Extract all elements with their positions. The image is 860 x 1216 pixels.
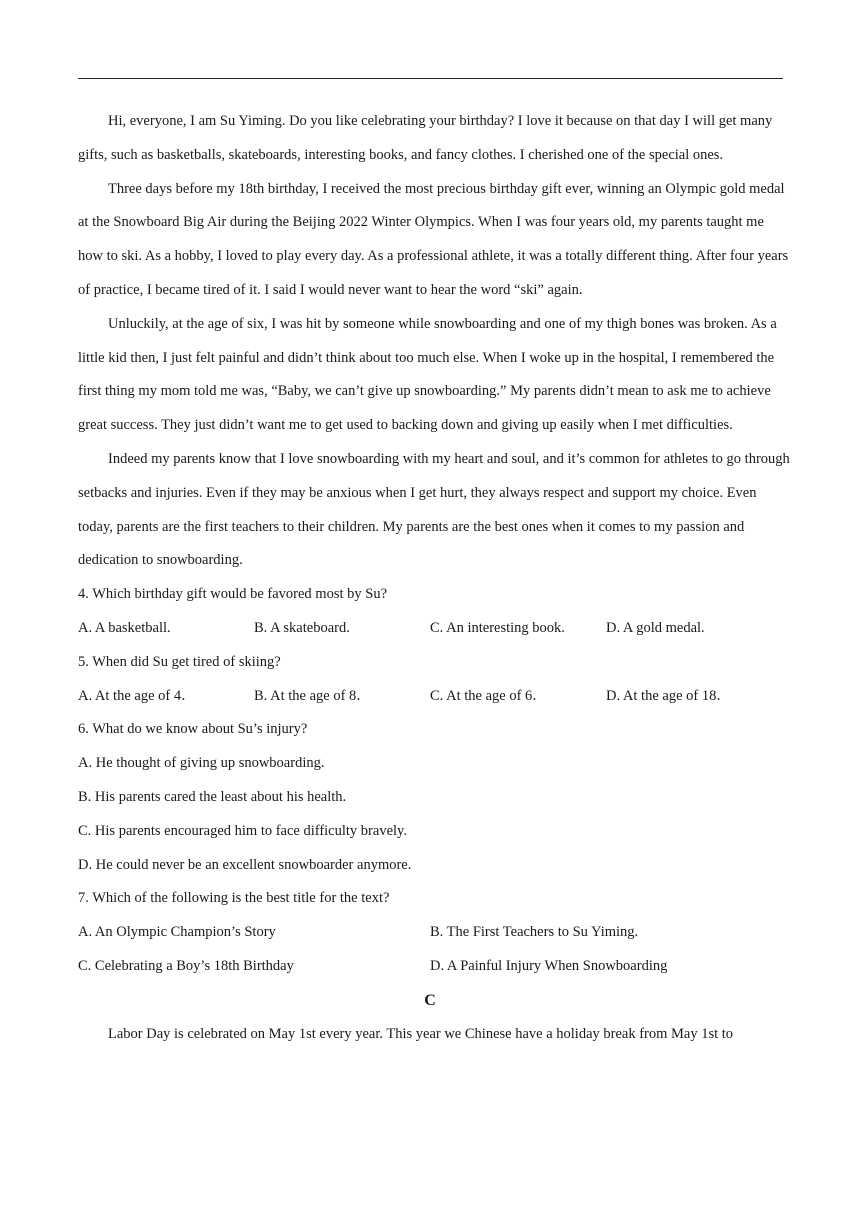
question-6-option-d: D. He could never be an excellent snowboarder anymore. <box>78 856 412 873</box>
passage-paragraph-2: Three days before my 18th birthday, I received the most precious birthday gift ever, winning an Olympic gold medal at the Snowboard Big Air during the Beijing 2022 Winter Olympics. When I was four years old, my parents taught me how to ski. As a hobby, I loved to play every day. As a professional athlete, it was a totally different thing. After four years of practice, I became tired of it. I said I would never want to hear the word “ski” again. <box>78 180 789 298</box>
question-5-option-c: C. At the age of 6． <box>430 687 547 704</box>
question-7-options-row-1 <box>78 916 790 950</box>
section-c-heading: C <box>424 991 436 1009</box>
question-6-stem: 6. What do we know about Su’s injury? <box>78 721 308 738</box>
question-7-option-d: D. A Painful Injury When Snowboarding <box>430 957 668 974</box>
question-7-stem: 7. Which of the following is the best title for the text? <box>78 890 390 907</box>
question-5-options <box>78 680 790 714</box>
question-5-stem: 5. When did Su get tired of skiing? <box>78 653 281 670</box>
question-6-option-b: B. His parents cared the least about his health. <box>78 788 347 805</box>
passage-paragraph-3: Unluckily, at the age of six, I was hit by someone while snowboarding and one of my thigh bones was broken. As a little kid then, I just felt painful and didn’t think about too much else. When I woke up in the hospital, I remembered the first thing my mom told me was, “Baby, we can’t give up snowboarding.” My parents didn’t mean to ask me to achieve great success. They just didn’t want me to get used to backing down and giving up easily when I met difficulties. <box>78 315 777 434</box>
document-body <box>78 105 790 1051</box>
passage-paragraph-1: Hi, everyone, I am Su Yiming. Do you like celebrating your birthday? I love it because on that day I will get many gifts, such as basketballs, skateboards, interesting books, and fancy clothes. I cherished one of the special ones. <box>78 113 773 163</box>
question-4-option-d: D. A gold medal. <box>606 619 705 636</box>
section-c-opening-line: Labor Day is celebrated on May 1st every year. This year we Chinese have a holiday break from May 1st to <box>108 1025 734 1042</box>
question-5-option-a: A. At the age of 4． <box>78 687 196 704</box>
question-7-options-row-2 <box>78 950 790 984</box>
question-6-option-c: C. His parents encouraged him to face difficulty bravely. <box>78 822 407 839</box>
header-rule <box>78 78 783 79</box>
question-7-option-a: A. An Olympic Champion’s Story <box>78 924 276 941</box>
question-7-option-b: B. The First Teachers to Su Yiming. <box>430 924 639 941</box>
question-5-option-b: B. At the age of 8． <box>254 687 371 704</box>
question-4-option-c: C. An interesting book. <box>430 619 565 636</box>
passage-paragraph-4: Indeed my parents know that I love snowboarding with my heart and soul, and it’s common for athletes to go through setbacks and injuries. Even if they may be anxious when I get hurt, they always respect and support my choice. Even today, parents are the first teachers to their children. My parents are the best ones when it comes to my passion and dedication to snowboarding. <box>78 450 790 569</box>
question-6-option-a: A. He thought of giving up snowboarding. <box>78 755 325 772</box>
question-4-options <box>78 612 790 646</box>
question-4-stem: 4. Which birthday gift would be favored most by Su? <box>78 586 388 603</box>
question-5-option-d: D. At the age of 18． <box>606 687 731 704</box>
question-7-option-c: C. Celebrating a Boy’s 18th Birthday <box>78 957 294 974</box>
question-4-option-b: B. A skateboard. <box>254 619 350 636</box>
question-4-option-a: A. A basketball. <box>78 619 171 636</box>
